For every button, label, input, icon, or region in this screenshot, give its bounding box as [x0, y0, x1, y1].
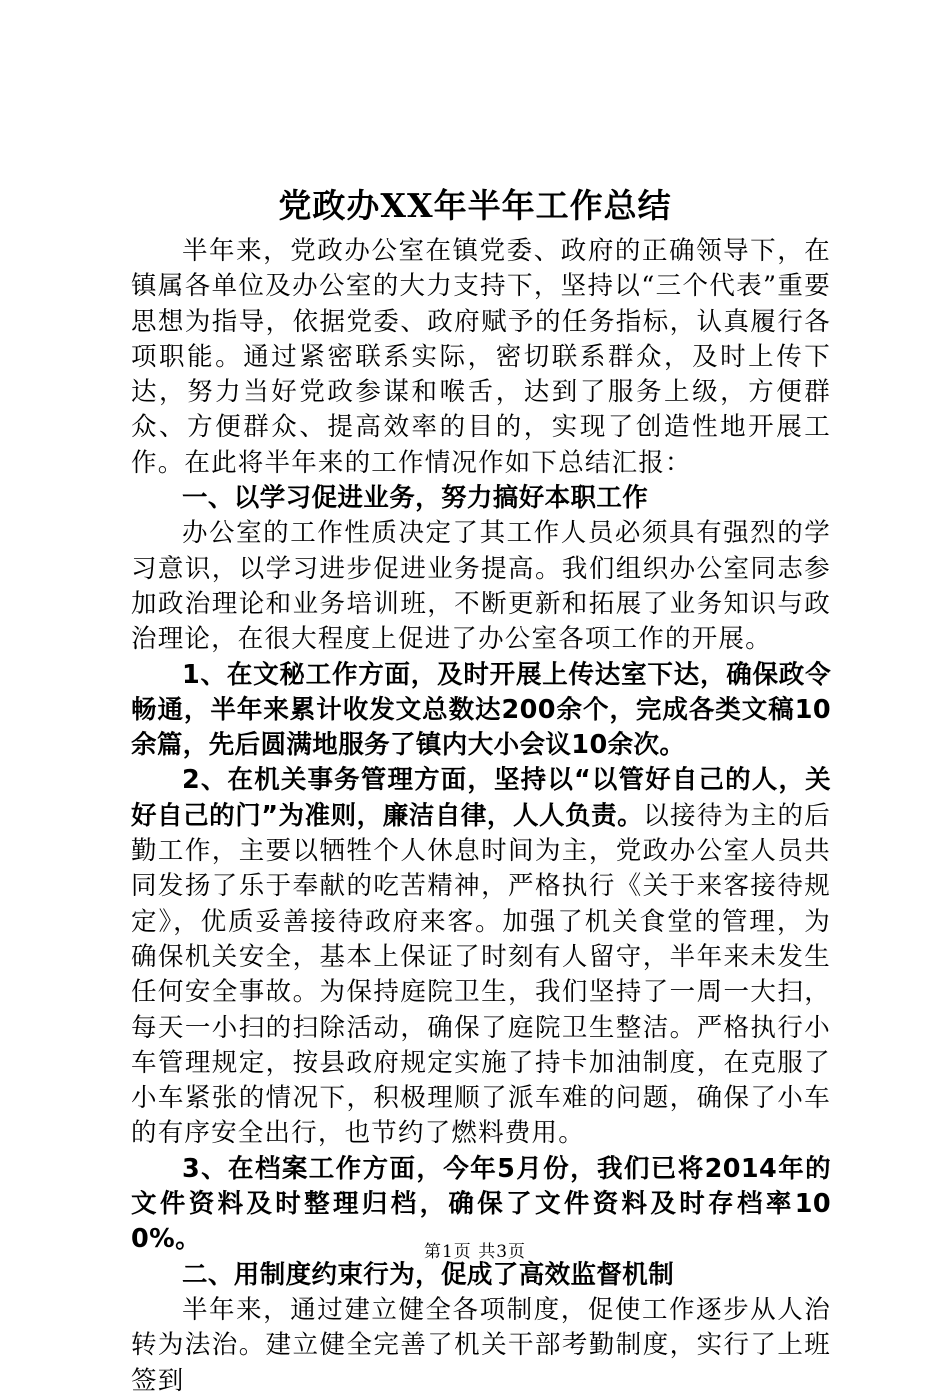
paragraph-item-2-rest: 以接待为主的后勤工作，主要以牺牲个人休息时间为主，党政办公室人员共同发扬了乐于奉献的吃苦精神，严格执行《关于来客接待规定》，优质妥善接待政府来客。加强了机关食堂的管理，为确保机关安全，基本上保证了时刻有人留守，半年来未发生任何安全事故。为保持庭院卫生，我们坚持了一周一大扫，每天一小扫的扫除活动，确保了庭院卫生整洁。严格执行小车管理规定，按县政府规定实施了持卡加油制度，在克服了小车紧张的情况下，积极理顺了派车难的问题，确保了小车的有序安全出行，也节约了燃料费用。	[131, 800, 832, 1149]
section-heading-1: 一、以学习促进业务，努力搞好本职工作	[182, 483, 649, 514]
page-footer: 第1页 共3页	[423, 1242, 527, 1262]
paragraph-item-2-bold: 2、在机关事务管理方面，坚持以“以管好自己的人，关好自己的门”为准则，廉洁自律，人人负责。	[131, 765, 831, 831]
paragraph-intro: 半年来，党政办公室在镇党委、政府的正确领导下，在镇属各单位及办公室的大力支持下，坚持以“三个代表”重要思想为指导，依据党委、政府赋予的任务指标，认真履行各项职能。通过紧密联系实际，密切联系群众，及时上传下达，努力当好党政参谋和喉舌，达到了服务上级，方便群众、方便群众、提高效率的目的，实现了创造性地开展工作。在此将半年来的工作情况作如下总结汇报：	[131, 236, 831, 478]
section-heading-2: 二、用制度约束行为，促成了高效监督机制	[182, 1259, 675, 1290]
paragraph-study: 办公室的工作性质决定了其工作人员必须具有强烈的学习意识，以学习进步促进业务提高。我们组织办公室同志参加政治理论和业务培训班，不断更新和拓展了业务知识与政治理论，在很大程度上促进了办公室各项工作的开展。	[131, 518, 831, 655]
paragraph-item-1: 1、在文秘工作方面，及时开展上传达室下达，确保政令畅通，半年来累计收发文总数达200余个，完成各类文稿10余篇，先后圆满地服务了镇内大小会议10余次。	[131, 659, 831, 761]
paragraph-item-2	[131, 763, 831, 1151]
document-title: 党政办XX年半年工作总结	[278, 186, 672, 225]
paragraph-item-3: 3、在档案工作方面，今年5月份，我们已将2014年的文件资料及时整理归档，确保了文件资料及时存档率100%。	[131, 1153, 831, 1255]
document-body	[131, 234, 831, 1399]
paragraph-system: 半年来，通过建立健全各项制度，促使工作逐步从人治转为法治。建立健全完善了机关干部考勤制度，实行了上班签到	[131, 1294, 831, 1396]
